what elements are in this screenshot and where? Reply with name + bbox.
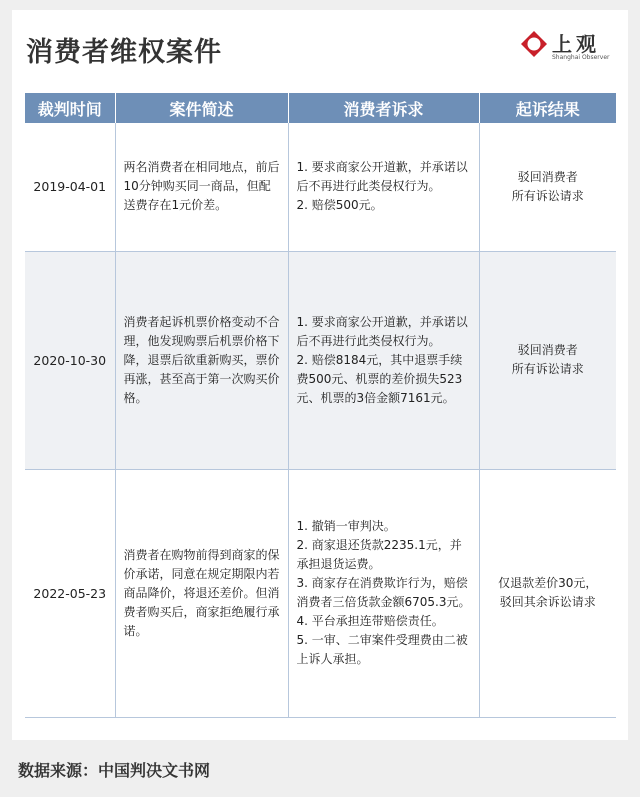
logo-subtext: Shanghai Observer: [552, 54, 610, 61]
table-row: [25, 251, 616, 469]
cell-summary: 消费者在购物前得到商家的保价承诺，同意在规定期限内若商品降价，将退还差价。但消费者购买后，商家拒绝履行承诺。: [115, 469, 288, 717]
cell-date: 2022-05-23: [25, 469, 115, 717]
cell-result: [479, 123, 616, 251]
result-text: 仅退款差价30元， 驳回其余诉讼请求: [498, 576, 598, 609]
cell-date: 2020-10-30: [25, 251, 115, 469]
cell-summary: 两名消费者在相同地点，前后10分钟购买同一商品，但配送费存在1元价差。: [115, 123, 288, 251]
cell-result: [479, 469, 616, 717]
claim-item: 4. 平台承担连带赔偿责任。: [296, 614, 444, 628]
column-header-claims: 消费者诉求: [288, 93, 479, 123]
claim-item: 2. 赔偿500元。: [296, 198, 383, 213]
claim-item: 2. 商家退还货款2235.1元，并承担退货运费。: [296, 538, 462, 571]
cell-claims: [288, 123, 479, 251]
cell-result: [479, 251, 616, 469]
page-title: 消费者维权案件: [26, 37, 222, 68]
cell-summary: 消费者起诉机票价格变动不合理，他发现购票后机票价格下降，退票后欲重新购买，票价再涨，甚至高于第一次购买价格。: [115, 251, 288, 469]
cases-table: [25, 93, 616, 718]
table-header-row: [25, 93, 616, 123]
table-row: [25, 123, 616, 251]
claim-item: 1. 要求商家公开道歉，并承诺以后不再进行此类侵权行为。: [296, 160, 468, 194]
table-row: [25, 469, 616, 717]
data-source: 数据来源：中国判决文书网: [18, 761, 211, 780]
cell-date: 2019-04-01: [25, 123, 115, 251]
logo-mark-icon: [520, 30, 548, 58]
claim-item: 2. 赔偿8184元，其中退票手续费500元、机票的差价损失523元、机票的3倍金额7161元。: [296, 352, 463, 405]
claim-item: 1. 撤销一审判决。: [296, 519, 396, 533]
claim-item: 1. 要求商家公开道歉，并承诺以后不再进行此类侵权行为。: [296, 314, 468, 348]
logo: [520, 28, 620, 68]
cell-claims: [288, 469, 479, 717]
column-header-result: 起诉结果: [479, 93, 616, 123]
result-text: 驳回消费者 所有诉讼请求: [511, 343, 584, 376]
cell-claims: [288, 251, 479, 469]
result-text: 驳回消费者 所有诉讼请求: [511, 169, 584, 203]
claim-item: 5. 一审、二审案件受理费由二被上诉人承担。: [296, 633, 468, 666]
column-header-date: 裁判时间: [25, 93, 115, 123]
logo-text: 上观: [552, 32, 600, 56]
claim-item: 3. 商家存在消费欺诈行为，赔偿消费者三倍货款金额6705.3元。: [296, 576, 471, 609]
column-header-summary: 案件简述: [115, 93, 288, 123]
